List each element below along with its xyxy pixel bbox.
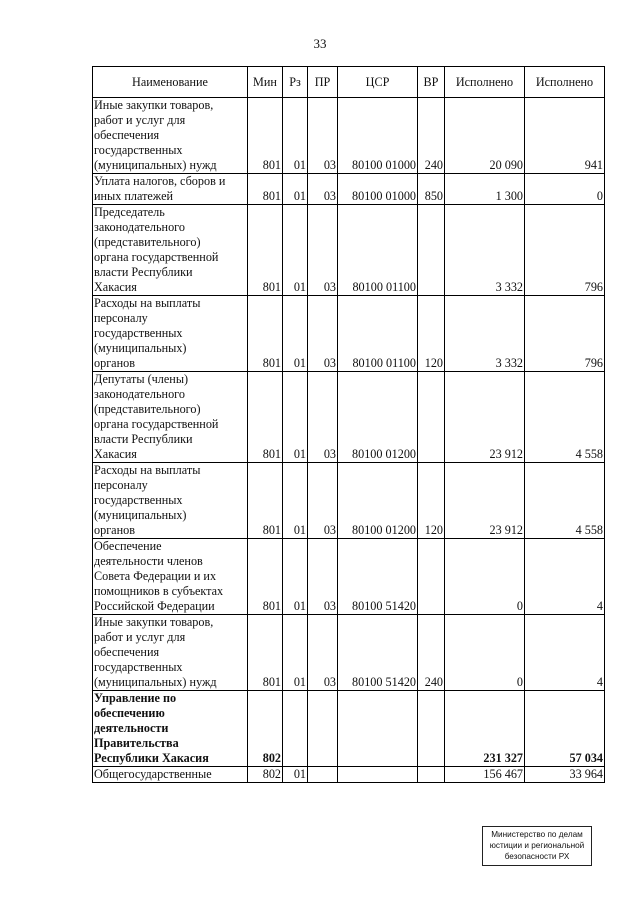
cell-vr: 850	[418, 174, 445, 205]
header-ispolneno-1: Исполнено	[445, 67, 525, 98]
header-min: Мин	[248, 67, 283, 98]
cell-pr: 03	[308, 463, 338, 539]
header-rz: Рз	[283, 67, 308, 98]
table-row	[93, 372, 605, 463]
table-row	[93, 539, 605, 615]
cell-min: 802	[248, 767, 283, 783]
cell-csr: 80100 01100	[338, 205, 418, 296]
cell-vr	[418, 691, 445, 767]
cell-ispolneno1: 23 912	[445, 372, 525, 463]
cell-min: 801	[248, 205, 283, 296]
cell-rz: 01	[283, 174, 308, 205]
table-row	[93, 205, 605, 296]
cell-rz: 01	[283, 767, 308, 783]
cell-vr	[418, 372, 445, 463]
table-header-row	[93, 67, 605, 98]
cell-min: 801	[248, 98, 283, 174]
cell-ispolneno1: 20 090	[445, 98, 525, 174]
cell-name: Расходы на выплаты персоналу государственных (муниципальных) органов	[93, 463, 248, 539]
cell-ispolneno2: 4	[525, 539, 605, 615]
cell-ispolneno1: 3 332	[445, 205, 525, 296]
cell-vr: 240	[418, 98, 445, 174]
cell-min: 801	[248, 539, 283, 615]
cell-csr: 80100 51420	[338, 615, 418, 691]
ministry-stamp: Министерство по делам юстиции и региональной безопасности РХ	[482, 826, 592, 866]
cell-ispolneno2: 796	[525, 205, 605, 296]
cell-name: Общегосударственные	[93, 767, 248, 783]
cell-rz: 01	[283, 205, 308, 296]
header-ispolneno-2: Исполнено	[525, 67, 605, 98]
budget-table	[92, 66, 605, 783]
header-pr: ПР	[308, 67, 338, 98]
cell-vr	[418, 205, 445, 296]
cell-csr: 80100 01200	[338, 372, 418, 463]
table-row	[93, 98, 605, 174]
cell-rz	[283, 691, 308, 767]
cell-ispolneno1: 231 327	[445, 691, 525, 767]
cell-rz: 01	[283, 98, 308, 174]
cell-rz: 01	[283, 296, 308, 372]
cell-name: Управление по обеспечению деятельности Правительства Республики Хакасия	[93, 691, 248, 767]
cell-pr: 03	[308, 296, 338, 372]
cell-min: 801	[248, 463, 283, 539]
cell-ispolneno2: 796	[525, 296, 605, 372]
cell-rz: 01	[283, 615, 308, 691]
table-row	[93, 296, 605, 372]
cell-ispolneno1: 156 467	[445, 767, 525, 783]
cell-name: Председатель законодательного (представительного) органа государственной власти Республики Хакасия	[93, 205, 248, 296]
cell-csr	[338, 767, 418, 783]
cell-name: Иные закупки товаров, работ и услуг для обеспечения государственных (муниципальных) нужд	[93, 98, 248, 174]
cell-csr: 80100 51420	[338, 539, 418, 615]
cell-ispolneno2: 941	[525, 98, 605, 174]
cell-rz: 01	[283, 539, 308, 615]
cell-pr: 03	[308, 615, 338, 691]
cell-name: Иные закупки товаров, работ и услуг для обеспечения государственных (муниципальных) нужд	[93, 615, 248, 691]
cell-ispolneno2: 4	[525, 615, 605, 691]
cell-ispolneno1: 3 332	[445, 296, 525, 372]
cell-name: Обеспечение деятельности членов Совета Федерации и их помощников в субъектах Российской Федерации	[93, 539, 248, 615]
cell-csr: 80100 01000	[338, 174, 418, 205]
header-vr: ВР	[418, 67, 445, 98]
table-row	[93, 767, 605, 783]
cell-ispolneno1: 0	[445, 539, 525, 615]
cell-min: 801	[248, 615, 283, 691]
cell-name: Уплата налогов, сборов и иных платежей	[93, 174, 248, 205]
cell-ispolneno2: 4 558	[525, 372, 605, 463]
cell-ispolneno2: 0	[525, 174, 605, 205]
cell-vr	[418, 539, 445, 615]
cell-csr: 80100 01100	[338, 296, 418, 372]
cell-pr: 03	[308, 174, 338, 205]
table-row	[93, 691, 605, 767]
cell-ispolneno1: 1 300	[445, 174, 525, 205]
cell-pr: 03	[308, 98, 338, 174]
cell-ispolneno2: 57 034	[525, 691, 605, 767]
cell-pr	[308, 691, 338, 767]
cell-min: 801	[248, 174, 283, 205]
cell-vr: 120	[418, 296, 445, 372]
header-csr: ЦСР	[338, 67, 418, 98]
cell-name: Депутаты (члены) законодательного (представительного) органа государственной власти Республики Хакасия	[93, 372, 248, 463]
cell-csr	[338, 691, 418, 767]
table-row	[93, 615, 605, 691]
cell-rz: 01	[283, 463, 308, 539]
cell-pr: 03	[308, 205, 338, 296]
cell-csr: 80100 01200	[338, 463, 418, 539]
cell-ispolneno2: 33 964	[525, 767, 605, 783]
cell-min: 801	[248, 372, 283, 463]
cell-rz: 01	[283, 372, 308, 463]
cell-vr	[418, 767, 445, 783]
cell-pr: 03	[308, 372, 338, 463]
cell-pr: 03	[308, 539, 338, 615]
cell-pr	[308, 767, 338, 783]
table-row	[93, 463, 605, 539]
cell-ispolneno1: 0	[445, 615, 525, 691]
page-number: 33	[313, 36, 327, 51]
cell-min: 802	[248, 691, 283, 767]
header-name: Наименование	[93, 67, 248, 98]
cell-vr: 240	[418, 615, 445, 691]
cell-ispolneno1: 23 912	[445, 463, 525, 539]
cell-name: Расходы на выплаты персоналу государственных (муниципальных) органов	[93, 296, 248, 372]
cell-vr: 120	[418, 463, 445, 539]
table-row	[93, 174, 605, 205]
cell-csr: 80100 01000	[338, 98, 418, 174]
cell-min: 801	[248, 296, 283, 372]
cell-ispolneno2: 4 558	[525, 463, 605, 539]
